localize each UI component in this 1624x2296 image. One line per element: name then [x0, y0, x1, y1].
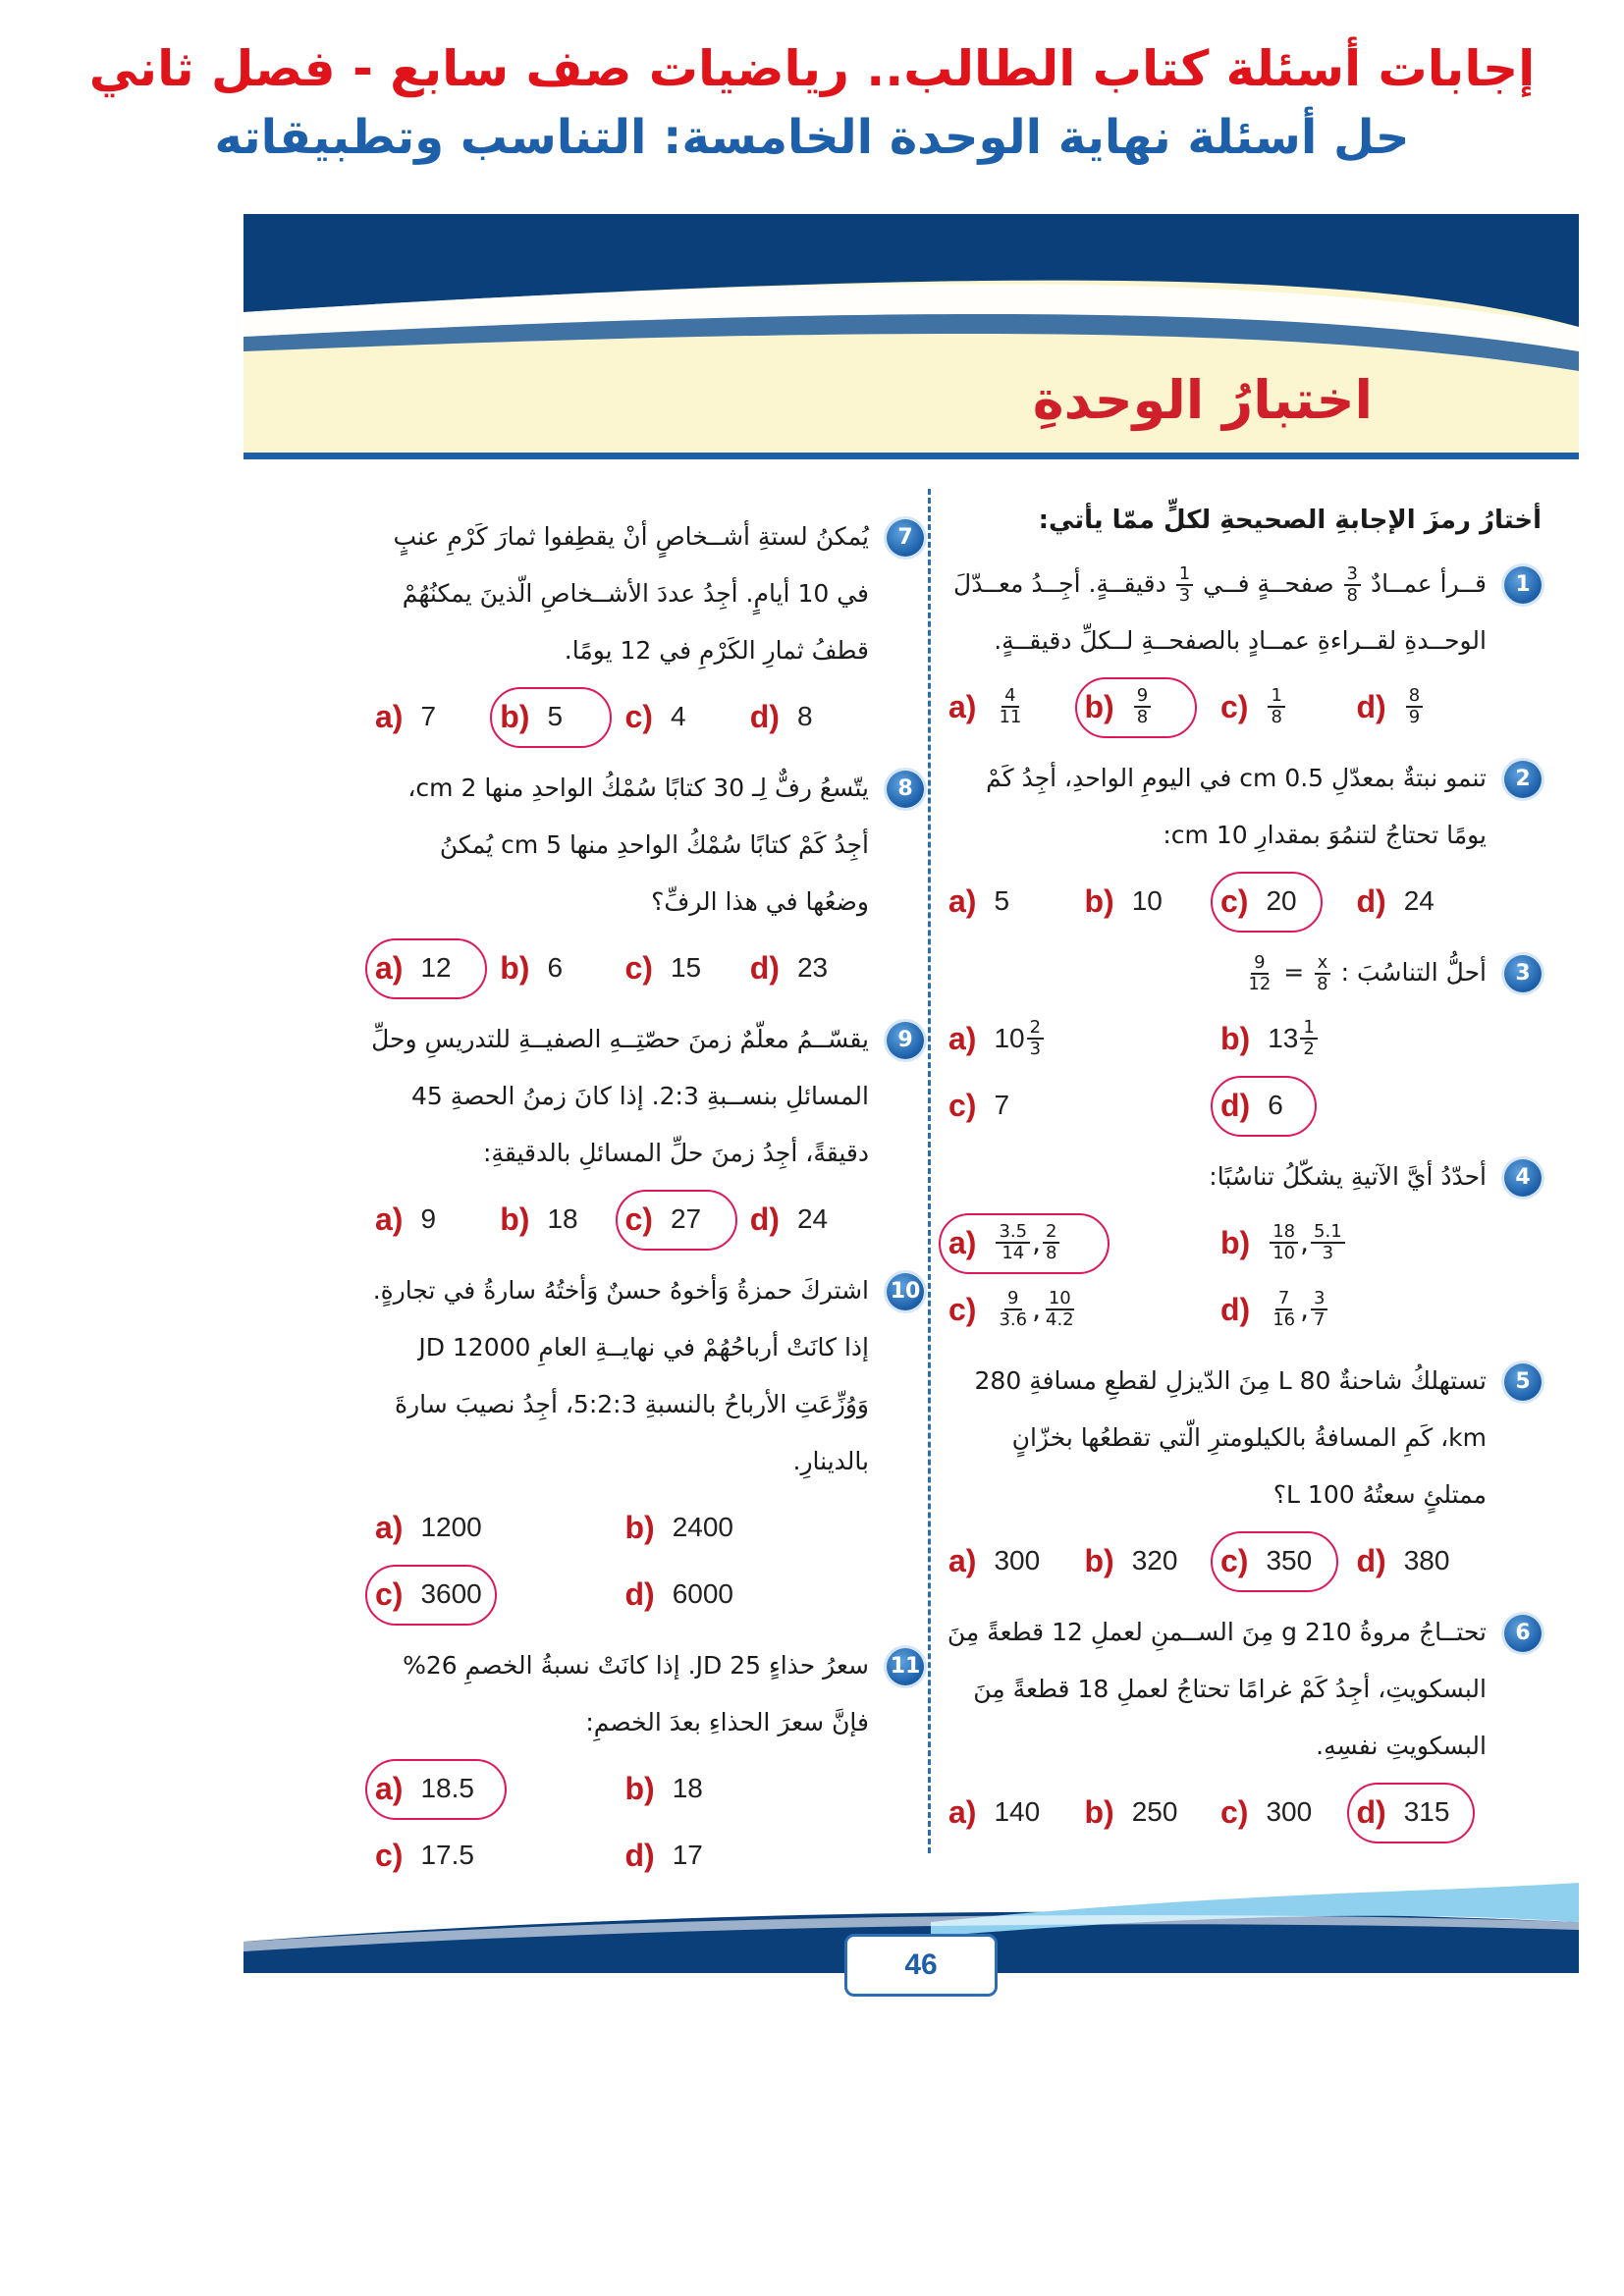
option-b[interactable]: b) 250	[1084, 1794, 1178, 1830]
option-c[interactable]: c) 300	[1220, 1794, 1313, 1830]
answer-circle	[365, 1565, 497, 1626]
question-text: أحدّدُ أيَّ الآتيةِ يشكّلُ تناسُبًا:	[1209, 1162, 1487, 1191]
option-b[interactable]: b) 18	[500, 1201, 578, 1237]
answer-circle	[1211, 1076, 1317, 1137]
answer-options	[943, 1779, 1487, 1845]
question-text: يُمكنُ لستةِ أشــخاصٍ أنْ يقطِفوا ثمارَ كَرْمِ عنبٍ في 10 أيامٍ. أجِدُ عددَ الأشــخاصِ الّذينَ يمكنُهُمْ قطفُ ثمارِ الكَرْمِ في 12 يومًا.	[393, 522, 869, 665]
proportion-equation: $\frac{9}{12}$ = $\frac{x}{8}$	[1243, 944, 1332, 1001]
option-c[interactable]: c) 27	[620, 1186, 744, 1253]
textbook-page	[244, 214, 1579, 1981]
option-a[interactable]: a) 18.5	[369, 1755, 620, 1822]
question-number: 1	[1504, 566, 1542, 604]
option-c[interactable]: c) 3600	[369, 1561, 620, 1628]
answer-options	[943, 868, 1487, 934]
answer-options	[369, 1494, 869, 1628]
option-c[interactable]: c) 20	[1215, 868, 1351, 934]
question-7	[369, 508, 924, 750]
question-number: 7	[887, 519, 924, 557]
option-c[interactable]: c) $\frac{1}{8}$	[1215, 673, 1351, 740]
document-title: إجابات أسئلة كتاب الطالب.. رياضيات صف سابع - فصل ثاني	[88, 40, 1536, 97]
answer-circle	[1075, 677, 1197, 738]
question-number: 8	[887, 771, 924, 808]
option-a[interactable]: a) 9	[375, 1201, 437, 1237]
option-c[interactable]: c) 350	[1215, 1527, 1351, 1594]
option-b[interactable]: b) 6	[500, 950, 564, 986]
option-c[interactable]: c) 15	[624, 950, 702, 986]
option-d[interactable]: d) $\frac{7}{16}$ , $\frac{3}{7}$	[1215, 1276, 1487, 1343]
answer-circle	[365, 1759, 507, 1820]
option-b[interactable]: b) 320	[1084, 1543, 1178, 1578]
column-divider	[928, 489, 931, 1853]
option-b[interactable]: b) 10	[1084, 883, 1163, 919]
option-d[interactable]: d) 315	[1351, 1779, 1488, 1845]
option-b[interactable]: b) 5	[494, 683, 619, 750]
option-c[interactable]: c) 17.5	[375, 1838, 474, 1873]
question-number: 2	[1504, 761, 1542, 798]
option-d[interactable]: d) 24	[749, 1201, 829, 1237]
question-text: قــرأ عمــادٌ $\frac{3}{8}$ صفحــةٍ فــي $\frac{1}{3}$ دقيقــةٍ. أجِــدُ معــدّلَ الوحــدةِ لقــراءةِ عمــادٍ بالصفحــةِ لــكلِّ دقيقــةٍ.	[953, 563, 1487, 655]
instructions: أختارُ رمزَ الإجابةِ الصحيحةِ لكلٍّ ممّا يأتي:	[1038, 506, 1542, 535]
question-4	[943, 1148, 1542, 1343]
answer-options	[369, 934, 869, 1001]
unit-banner	[244, 214, 1579, 459]
option-b[interactable]: b) 2400	[624, 1510, 733, 1545]
question-number: 4	[1504, 1159, 1542, 1197]
option-d[interactable]: d) 17	[624, 1838, 703, 1873]
answer-options	[943, 1005, 1487, 1139]
option-c[interactable]: c) 4	[624, 699, 686, 734]
answer-circle	[1211, 872, 1323, 933]
option-d[interactable]: d) 8	[749, 699, 813, 734]
option-d[interactable]: d) 380	[1356, 1543, 1450, 1578]
option-a[interactable]: a) 12	[369, 934, 494, 1001]
question-number: 10	[887, 1273, 924, 1310]
question-2	[943, 750, 1542, 934]
question-8	[369, 760, 924, 1001]
answer-options	[369, 1755, 869, 1889]
option-d[interactable]: d) 6	[1215, 1072, 1487, 1139]
page-number: 46	[844, 1934, 998, 1997]
option-c[interactable]: c) $\frac{9}{3.6}$ , $\frac{10}{4.2}$	[948, 1288, 1074, 1330]
question-number: 6	[1504, 1615, 1542, 1652]
answer-circle	[490, 687, 612, 748]
option-a[interactable]: a) $\frac{4}{11}$	[948, 685, 1022, 727]
question-6	[943, 1604, 1542, 1845]
question-1	[943, 556, 1542, 740]
question-text: يتّسعُ رفٌّ لِـ 30 كتابًا سُمْكُ الواحدِ منها 2 cm، أجِدُ كَمْ كتابًا سُمْكُ الواحدِ منها 5 cm يُمكنُ وضعُها في هذا الرفِّ؟	[407, 774, 869, 916]
question-text: تحتــاجُ مروةُ 210 g مِنَ الســمنِ لعملِ 12 قطعةً مِنَ البسكويتِ، أجِدُ كَمْ غرامًا تحتاجُ لعملِ 18 قطعةً مِنَ البسكويتِ نفسِهِ.	[947, 1618, 1487, 1760]
question-9	[369, 1011, 924, 1253]
option-d[interactable]: d) 23	[749, 950, 829, 986]
option-b[interactable]: b) $\frac{18}{10}$ , $\frac{5.1}{3}$	[1215, 1209, 1487, 1276]
option-d[interactable]: d) $\frac{8}{9}$	[1351, 673, 1488, 740]
option-d[interactable]: d) 6000	[624, 1576, 733, 1612]
question-text: سعرُ حذاءٍ 25 JD. إذا كانَتْ نسبةُ الخصمِ 26% فإنَّ سعرَ الحذاءِ بعدَ الخصمِ:	[403, 1651, 869, 1736]
answer-circle	[1211, 1531, 1338, 1592]
answer-options	[943, 673, 1487, 740]
answer-circle	[616, 1190, 737, 1251]
question-11	[369, 1637, 924, 1889]
answer-circle	[1347, 1783, 1475, 1843]
option-b[interactable]: b) 13 $\frac{1}{2}$	[1215, 1005, 1487, 1072]
question-10	[369, 1262, 924, 1628]
answer-circle	[939, 1213, 1110, 1274]
option-a[interactable]: a) 300	[948, 1543, 1041, 1578]
question-text: تنمو نبتةٌ بمعدّلِ 0.5 cm في اليومِ الواحدِ، أجِدُ كَمْ يومًا تحتاجُ لتنمُوَ بمقدارِ 10 cm:	[986, 764, 1487, 849]
option-a[interactable]: a) 7	[375, 699, 437, 734]
option-a[interactable]: a) 1200	[375, 1510, 482, 1545]
answer-options	[369, 1186, 869, 1253]
option-b[interactable]: b) 18	[624, 1771, 703, 1806]
question-5	[943, 1353, 1542, 1594]
question-number: 9	[887, 1022, 924, 1059]
question-3	[943, 944, 1542, 1139]
unit-title: اختبارُ الوحدةِ	[1032, 369, 1373, 431]
option-b[interactable]: b) $\frac{9}{8}$	[1079, 673, 1216, 740]
answer-options	[943, 1527, 1487, 1594]
question-text: اشتركَ حمزةُ وَأخوهُ حسنٌ وَأختُهُ سارةُ في تجارةٍ. إذا كانَتْ أرباحُهُمْ في نهايــةِ العامِ 12000 JD وَوُزِّعَتِ الأرباحُ بالنسبةِ 5:2:3، أجِدُ نصيبَ سارةَ بالدينارِ.	[372, 1276, 869, 1475]
question-text: يقسّــمُ معلّمٌ زمنَ حصّتِــهِ الصفيــةِ للتدريسِ وحلِّ المسائلِ بنســبةِ 2:3. إذا كانَ زمنُ الحصةِ 45 دقيقةً، أجِدُ زمنَ حلِّ المسائلِ بالدقيقةِ:	[371, 1025, 869, 1167]
answer-options	[369, 683, 869, 750]
question-number: 11	[887, 1648, 924, 1685]
question-text: أحلُّ التناسُبَ : $\frac{9}{12}$ = $\frac{x}{8}$	[943, 944, 1487, 1001]
question-number: 3	[1504, 955, 1542, 992]
answer-options	[943, 1209, 1487, 1343]
option-a[interactable]: a) 140	[948, 1794, 1041, 1830]
option-d[interactable]: d) 24	[1356, 883, 1435, 919]
option-a[interactable]: a) 10 $\frac{2}{3}$	[943, 1005, 1215, 1072]
question-text: تستهلكُ شاحنةٌ 80 L مِنَ الدّيزلِ لقطعِ مسافةِ 280 km، كَمِ المسافةُ بالكيلومترِ الّتي تقطعُها بخزّانٍ ممتلئٍ سعتُهُ 100 L؟	[974, 1366, 1487, 1509]
right-column	[943, 489, 1542, 1855]
answer-circle	[365, 938, 487, 999]
option-c[interactable]: c) 7	[948, 1088, 1010, 1123]
option-a[interactable]: a) $\frac{3.5}{14}$ , $\frac{2}{8}$	[943, 1209, 1215, 1276]
option-a[interactable]: a) 5	[948, 883, 1010, 919]
document-subtitle: حل أسئلة نهاية الوحدة الخامسة: التناسب وتطبيقاته	[214, 110, 1410, 165]
left-column	[369, 489, 924, 1898]
question-number: 5	[1504, 1363, 1542, 1401]
